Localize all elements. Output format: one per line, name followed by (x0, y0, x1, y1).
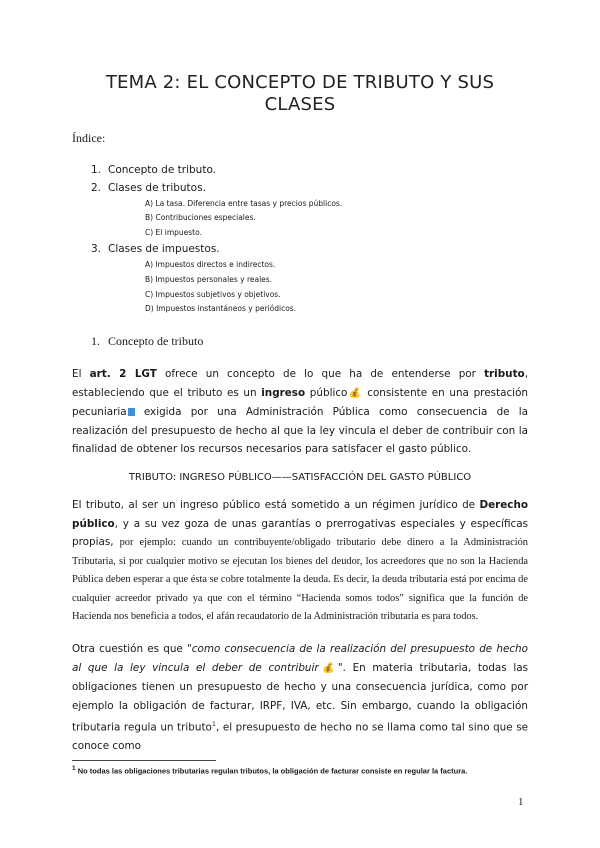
footnote-divider (72, 760, 216, 761)
section-number: 1. (91, 334, 100, 348)
footnote-text: No todas las obligaciones tributarias regulan tributos, la obligación de facturar consiste en regular la factura. (75, 766, 468, 776)
quote-text: como consecuencia de la realización del presupuesto de hecho al que la ley vincula el deber de contribuir (72, 643, 528, 674)
toc-number: 1. (91, 164, 102, 176)
index-label: Índice: (72, 131, 106, 145)
toc-item (91, 164, 216, 176)
toc-subitem: B) Impuestos personales y reales. (145, 275, 273, 284)
footnote-ref: 1 (211, 720, 217, 728)
term-ingreso: ingreso (261, 386, 306, 399)
toc-subitem: A) Impuestos directos e indirectos. (145, 260, 276, 269)
paragraph-definition: El art. 2 LGT ofrece un concepto de lo que ha de entenderse por tributo, estableciendo que el tributo es un ingreso público💰 consistente en una prestación pecuniaria exigida por una Administración Pública como consecuencia de la realización del presupuesto de hecho al que la ley vincula el deber de contribuir con la finalidad de obtener los recursos necesarios para satisfacer el gasto público. (72, 368, 529, 455)
section-title: Concepto de tributo (108, 334, 204, 348)
money-bag-icon: 💰 (347, 387, 363, 399)
toc-label: Clases de impuestos. (108, 243, 220, 255)
paragraph-regimen: El tributo, al ser un ingreso público está sometido a un régimen jurídico de Derecho público, y a su vez goza de unas garantías o prerrogativas especiales y específicas propias, por ejemplo: cuando un contribuyente/obligado tributario debe dinero a la Administración Tributaria, si por cualquier motivo se ejecutan los bienes del deudor, los acreedores que no son la Hacienda Pública deben esperar a que ésta se cobre totalmente la deuda. Es decir, la deuda tributaria está por encima de cualquier acreedor privado ya que con el término “Hacienda somos todos” significa que la función de Hacienda nos beneficia a todos, el afán recaudatorio de la Administración tributaria es para todos. (72, 499, 528, 622)
example-text: por ejemplo: cuando un contribuyente/obligado tributario debe dinero a la Administración Tributaria, si por cualquier motivo se ejecutan los bienes del deudor, los acreedores que no son la Hacienda Pública deben esperar a que ésta se cobre totalmente la deuda. Es decir, la deuda tributaria está por encima de cualquier acreedor privado ya que con el término “Hacienda somos todos” significa que la función de Hacienda nos beneficia a todos, el afán recaudatorio de la Administración tributaria es para todos. (72, 537, 528, 622)
toc-item (91, 243, 220, 255)
toc-subitem: C) El impuesto. (145, 228, 202, 237)
document-title: TEMA 2: EL CONCEPTO DE TRIBUTO Y SUS CLASES (105, 72, 495, 115)
square-marker-icon (128, 408, 135, 416)
toc-number: 2. (91, 182, 102, 194)
toc-subitem: D) Impuestos instantáneos y periódicos. (145, 304, 297, 313)
toc-item (91, 182, 206, 194)
section-heading (91, 334, 203, 349)
toc-subitem: C) Impuestos subjetivos y objetivos. (145, 290, 281, 299)
page-number: 1 (518, 796, 524, 808)
toc-label: Concepto de tributo. (108, 164, 217, 176)
money-bag-icon: 💰 (318, 662, 338, 674)
toc-subitem: A) La tasa. Diferencia entre tasas y precios públicos. (145, 199, 343, 208)
paragraph-presupuesto: Otra cuestión es que "como consecuencia de la realización del presupuesto de hecho al que la ley vincula el deber de contribuir💰". En materia tributaria, todas las obligaciones tienen un presupuesto de hecho y una consecuencia jurídica, como por ejemplo la obligación de facturar, IRPF, IVA, etc. Sin embargo, cuando la obligación tributaria regula un tributo$^1$, el presupuesto de hecho no se llama como tal sino que se conoce como (72, 643, 529, 752)
law-reference: art. 2 LGT (89, 368, 157, 380)
term-tributo: tributo (484, 368, 525, 380)
summary-line: TRIBUTO: INGRESO PÚBLICO——SATISFACCIÓN DEL GASTO PÚBLICO (128, 472, 472, 483)
toc-number: 3. (91, 243, 102, 255)
footnote-mark: 1 (72, 765, 76, 772)
term-derecho-publico: Derecho público (72, 499, 528, 530)
toc-subitem: B) Contribuciones especiales. (145, 213, 256, 222)
toc-label: Clases de tributos. (108, 182, 206, 194)
footnote (72, 765, 467, 776)
